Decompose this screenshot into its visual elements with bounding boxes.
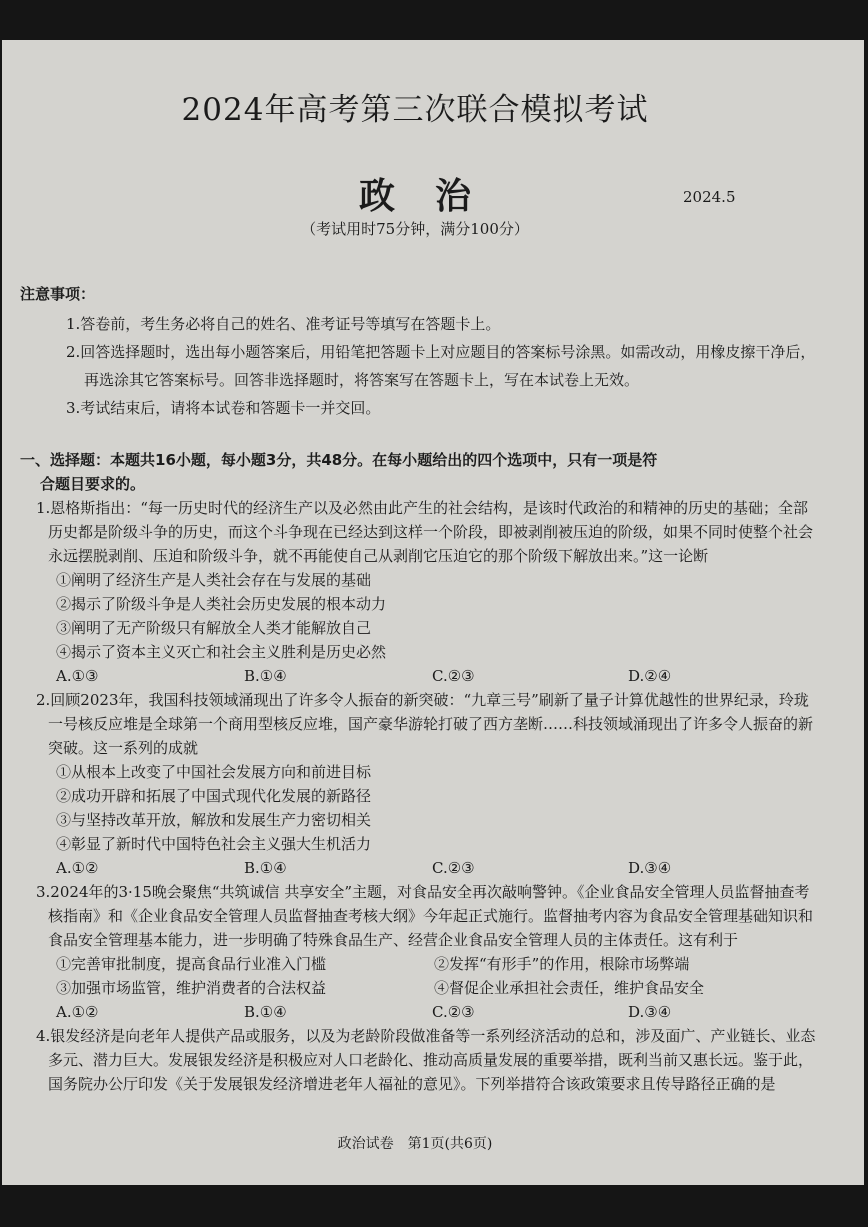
choice-b: B.①④ — [244, 1003, 287, 1021]
choice-row — [36, 1000, 822, 1024]
statement: ①完善审批制度，提高食品行业准入门槛 — [56, 955, 327, 973]
exam-page — [2, 40, 864, 1185]
statement-list — [36, 760, 822, 856]
choice-b: B.①④ — [244, 667, 287, 685]
statement: ③与坚持改革开放，解放和发展生产力密切相关 — [56, 811, 372, 829]
choice-c: C.②③ — [432, 859, 475, 877]
choice-a: A.①② — [56, 1003, 99, 1021]
choice-a: A.①② — [56, 859, 99, 877]
exam-title: 2024年高考第三次联合模拟考试 — [181, 92, 649, 128]
statement: ②成功开辟和拓展了中国式现代化发展的新路径 — [56, 787, 372, 805]
statement: ④彰显了新时代中国特色社会主义强大生机活力 — [56, 835, 372, 853]
statement: ②发挥“有形手”的作用，根除市场弊端 — [434, 955, 690, 973]
subject-title: 政治 — [358, 175, 511, 217]
notes-heading: 注意事项： — [20, 285, 96, 303]
statement-grid — [36, 952, 822, 1000]
question-stem: 4.银发经济是向老年人提供产品或服务，以及为老龄阶段做准备等一系列经济活动的总和，涉及面广、产业链长、业态多元、潜力巨大。发展银发经济是积极应对人口老龄化、推动高质量发展的重要举措，既利当前又惠长远。鉴于此，国务院办公厅印发《关于发展银发经济增进老年人福祉的意见》。下列举措符合该政策要求且传导路径正确的是 — [36, 1027, 816, 1093]
choice-row — [36, 664, 822, 688]
questions — [36, 496, 822, 1096]
exam-duration: （考试用时75分钟，满分100分） — [301, 220, 529, 238]
choice-d: D.②④ — [628, 667, 672, 685]
choice-d: D.③④ — [628, 859, 672, 877]
choice-c: C.②③ — [432, 667, 475, 685]
choice-c: C.②③ — [432, 1003, 475, 1021]
question-2 — [36, 688, 822, 880]
notes-block — [20, 283, 820, 422]
page-footer: 政治试卷 第1页(共6页) — [337, 1136, 493, 1152]
section-heading — [20, 448, 830, 496]
choice-row — [36, 856, 822, 880]
question-4 — [36, 1024, 822, 1096]
statement: ④督促企业承担社会责任，维护食品安全 — [434, 979, 705, 997]
question-stem: 1.恩格斯指出：“每一历史时代的经济生产以及必然由此产生的社会结构，是该时代政治的和精神的历史的基础；全部历史都是阶级斗争的历史，而这个斗争现在已经达到这样一个阶段，即被剥削被压迫的阶级，如果不同时使整个社会永远摆脱剥削、压迫和阶级斗争，就不再能使自己从剥削它压迫它的那个阶级下解放出来。”这一论断 — [36, 499, 814, 565]
statement: ③加强市场监管，维护消费者的合法权益 — [56, 979, 327, 997]
choice-b: B.①④ — [244, 859, 287, 877]
note-item: 2.回答选择题时，选出每小题答案后，用铅笔把答题卡上对应题目的答案标号涂黑。如需改动，用橡皮擦干净后，再选涂其它答案标号。回答非选择题时，将答案写在答题卡上，写在本试卷上无效。 — [66, 343, 816, 389]
question-3 — [36, 880, 822, 1024]
question-1 — [36, 496, 822, 688]
statement: ③阐明了无产阶级只有解放全人类才能解放自己 — [56, 619, 372, 637]
choice-d: D.③④ — [628, 1003, 672, 1021]
statement-list — [36, 568, 822, 664]
note-item: 1.答卷前，考生务必将自己的姓名、准考证号等填写在答题卡上。 — [66, 315, 501, 333]
statement: ④揭示了资本主义灭亡和社会主义胜利是历史必然 — [56, 643, 387, 661]
statement: ①从根本上改变了中国社会发展方向和前进目标 — [56, 763, 372, 781]
exam-date: 2024.5 — [683, 188, 736, 206]
statement: ①阐明了经济生产是人类社会存在与发展的基础 — [56, 571, 372, 589]
question-stem: 3.2024年的3·15晚会聚焦“共筑诚信 共享安全”主题，对食品安全再次敲响警钟。《企业食品安全管理人员监督抽查考核指南》和《企业食品安全管理人员监督抽查考核大纲》今年起正式施行。监督抽考内容为食品安全管理基础知识和食品安全管理基本能力，进一步明确了特殊食品生产、经营企业食品安全管理人员的主体责任。这有利于 — [36, 883, 814, 949]
section-line: 一、选择题：本题共16小题，每小题3分，共48分。在每小题给出的四个选项中，只有一项是符 — [20, 451, 658, 469]
note-item: 3.考试结束后，请将本试卷和答题卡一并交回。 — [66, 399, 381, 417]
choice-a: A.①③ — [56, 667, 99, 685]
question-stem: 2.回顾2023年，我国科技领域涌现出了许多令人振奋的新突破：“九章三号”刷新了量子计算优越性的世界纪录，玲珑一号核反应堆是全球第一个商用型核反应堆，国产豪华游轮打破了西方垄断……科技领域涌现出了许多令人振奋的新突破。这一系列的成就 — [36, 691, 814, 757]
section-line: 合题目要求的。 — [40, 475, 146, 493]
statement: ②揭示了阶级斗争是人类社会历史发展的根本动力 — [56, 595, 387, 613]
